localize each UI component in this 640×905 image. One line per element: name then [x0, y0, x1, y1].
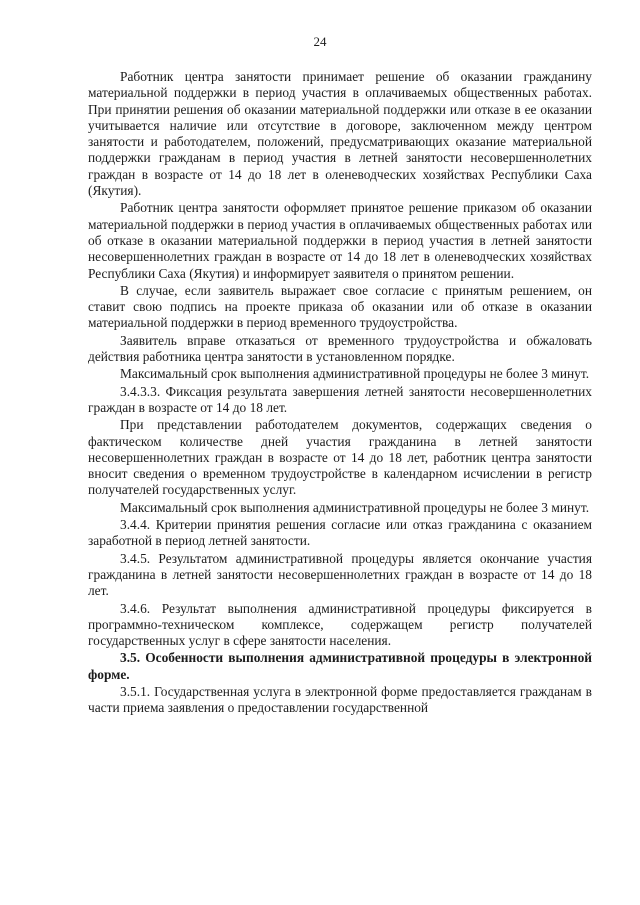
paragraph-order-registration: Работник центра занятости оформляет принятое решение приказом об оказании материальной поддержки в период участия в оплачиваемых общественных работах или об отказе в оказании материальной поддержки в период участия в летней занятости несовершеннолетних граждан в возрасте от 14 до 18 лет в оленеводческих хозяйствах Республики Саха (Якутия) и информирует заявителя о принятом решении. [88, 200, 592, 281]
document-body [88, 69, 592, 717]
paragraph-max-duration: Максимальный срок выполнения административной процедуры не более 3 минут. [120, 366, 590, 382]
paragraph-material-support-decision: Работник центра занятости принимает решение об оказании гражданину материальной поддержки в период участия в оплачиваемых общественных работах. При принятии решения об оказании материальной поддержки или отказе в ее оказании учитывается наличие или отсутствие в договоре, заключенном между центром занятости и работодателем, положений, предусматривающих оказание материальной поддержки гражданам в период участия в летней занятости несовершеннолетних граждан в возрасте от 14 до 18 лет в оленеводческих хозяйствах Республики Саха (Якутия). [88, 69, 592, 199]
paragraph-section-3-5-1: 3.5.1. Государственная услуга в электронной форме предоставляется гражданам в части приема заявления о предоставлении государственной [88, 683, 592, 716]
page-number: 24 [313, 34, 327, 49]
paragraph-applicant-consent: В случае, если заявитель выражает свое согласие с принятым решением, он ставит свою подпись на проекте приказа об оказании или об отказе в оказании материальной поддержки в период временного трудоустройства. [88, 282, 592, 331]
paragraph-section-3-4-5: 3.4.5. Результатом административной процедуры является окончание участия гражданина в летней занятости несовершеннолетних граждан в возрасте от 14 до 18 лет. [88, 550, 592, 599]
paragraph-max-duration-2: Максимальный срок выполнения административной процедуры не более 3 минут. [120, 499, 590, 515]
paragraph-applicant-right-to-refuse: Заявитель вправе отказаться от временного трудоустройства и обжаловать действия работника центра занятости в установленном порядке. [88, 332, 592, 365]
paragraph-section-3-4-4: 3.4.4. Критерии принятия решения согласие или отказ гражданина с оказанием заработной в период летней занятости. [88, 517, 592, 549]
section-heading-3-5: 3.5. Особенности выполнения административной процедуры в электронной форме. [88, 650, 592, 682]
paragraph-section-3-4-3-3: 3.4.3.3. Фиксация результата завершения летней занятости несовершеннолетних граждан в возрасте от 14 до 18 лет. [88, 383, 592, 415]
paragraph-employer-documents: При представлении работодателем документов, содержащих сведения о фактическом количестве дней участия гражданина в летней занятости несовершеннолетних граждан в возрасте от 14 до 18 лет, работник центра занятости вносит сведения о временном трудоустройстве в календарном исчислении в регистр получателей государственных услуг. [88, 417, 592, 498]
paragraph-section-3-4-6: 3.4.6. Результат выполнения административной процедуры фиксируется в программно-техническом комплексе, содержащем регистр получателей государственных услуг в сфере занятости населения. [88, 600, 592, 649]
